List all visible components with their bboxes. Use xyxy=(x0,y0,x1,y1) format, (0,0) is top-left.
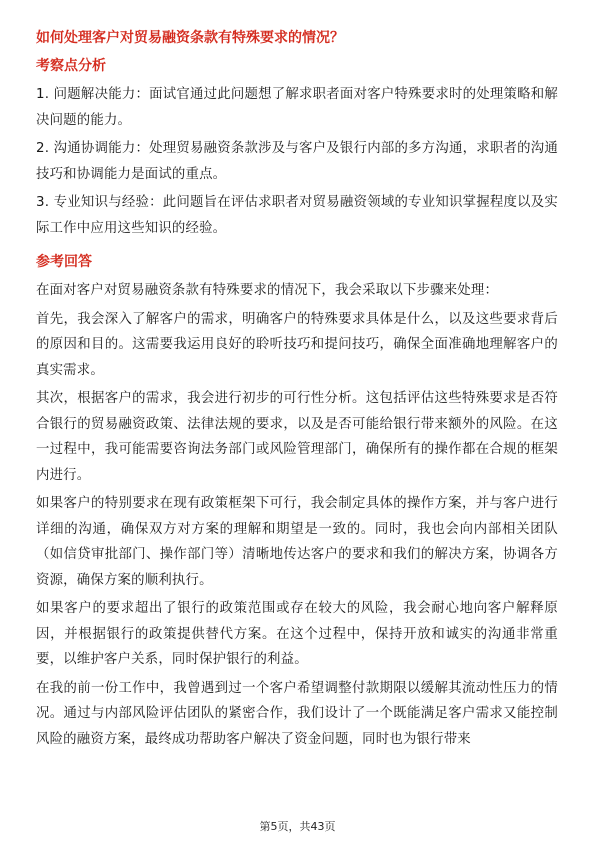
document-page xyxy=(36,28,558,755)
analysis-heading: 考察点分析 xyxy=(36,58,106,74)
answer-paragraph: 如果客户的要求超出了银行的政策范围或存在较大的风险，我会耐心地向客户解释原因，并根据银行的政策提供替代方案。在这个过程中，保持开放和诚实的沟通非常重要，以维护客户关系，同时保护银行的利益。 xyxy=(36,601,558,667)
answer-heading: 参考回答 xyxy=(36,254,92,270)
analysis-item: 1. 问题解决能力：面试官通过此问题想了解求职者面对客户特殊要求时的处理策略和解决问题的能力。 xyxy=(36,87,558,128)
question-heading: 如何处理客户对贸易融资条款有特殊要求的情况？ xyxy=(36,30,344,46)
answer-paragraph: 其次，根据客户的需求，我会进行初步的可行性分析。这包括评估这些特殊要求是否符合银行的贸易融资政策、法律法规的要求，以及是否可能给银行带来额外的风险。在这一过程中，我可能需要咨询法务部门或风险管理部门，确保所有的操作都在合规的框架内进行。 xyxy=(36,391,558,483)
answer-paragraph: 在我的前一份工作中，我曾遇到过一个客户希望调整付款期限以缓解其流动性压力的情况。通过与内部风险评估团队的紧密合作，我们设计了一个既能满足客户需求又能控制风险的融资方案，最终成功帮助客户解决了资金问题，同时也为银行带来 xyxy=(36,680,558,747)
answer-paragraph: 在面对客户对贸易融资条款有特殊要求的情况下，我会采取以下步骤来处理： xyxy=(36,283,499,298)
answer-paragraph: 首先，我会深入了解客户的需求，明确客户的特殊要求具体是什么，以及这些要求背后的原因和目的。这需要我运用良好的聆听技巧和提问技巧，确保全面准确地理解客户的真实需求。 xyxy=(36,311,558,378)
analysis-item: 2. 沟通协调能力：处理贸易融资条款涉及与客户及银行内部的多方沟通，求职者的沟通技巧和协调能力是面试的重点。 xyxy=(36,141,558,182)
analysis-item: 3. 专业知识与经验：此问题旨在评估求职者对贸易融资领域的专业知识掌握程度以及实际工作中应用这些知识的经验。 xyxy=(36,195,558,236)
page-footer: 第5页，共43页 xyxy=(259,820,336,833)
answer-paragraph: 如果客户的特别要求在现有政策框架下可行，我会制定具体的操作方案，并与客户进行详细的沟通，确保双方对方案的理解和期望是一致的。同时，我也会向内部相关团队（如信贷审批部门、操作部门等）清晰地传达客户的要求和我们的解决方案，协调各方资源，确保方案的顺利执行。 xyxy=(36,496,558,588)
